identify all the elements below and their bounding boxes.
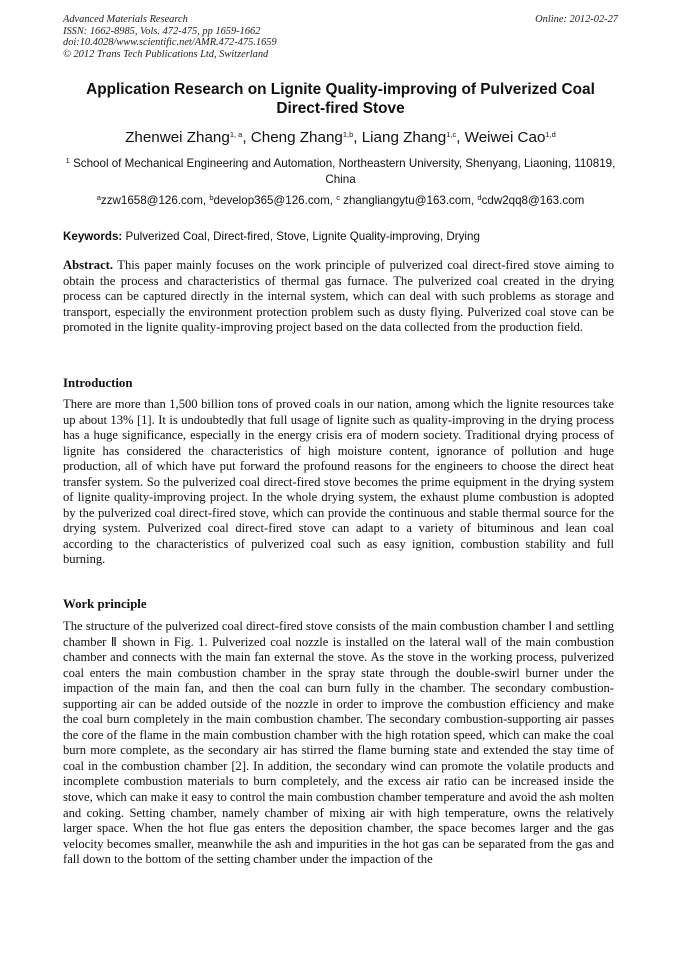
introduction-paragraph: There are more than 1,500 billion tons of proved coals in our nation, among which the lignite resources take up about 13% [1]. It is undoubtedly that full usage of lignite such as quality-improving in the drying process has a huge significance, especially in the energy crisis era of modern society. Traditional drying process of lignite has considered the characteristics of high moisture content, ignorance of pollution and huge production, all of which have put forward the profound reasons for the engineers to choose the direct heat transfer system. So the pulverized coal direct-fired stove becomes the prime equipment in the drying system of lignite quality-improving project. In the whole drying system, the exhaust plume combustion is adopted by the pulverized coal direct-fired stove, which can provide the continuous and stable thermal source for the drying system. Pulverized coal direct-fired stove can adapt to a variety of bituminous and lean coal according to the characteristics of pulverized coal such as easy ignition, combustion stability and full burning. bbox=[63, 397, 614, 567]
section-heading-introduction: Introduction bbox=[63, 376, 133, 390]
email-address: zhangliangytu@163.com bbox=[339, 194, 471, 207]
paper-title: Application Research on Lignite Quality-improving of Pulverized Coal Direct-fired Stove bbox=[86, 81, 595, 117]
email-address: zzw1658@126.com bbox=[100, 194, 203, 207]
affiliation-sup: 1 bbox=[65, 156, 70, 165]
email-entry bbox=[209, 194, 336, 207]
author bbox=[125, 129, 251, 146]
author-name: Zhenwei Zhang bbox=[125, 129, 230, 146]
author-separator: , bbox=[242, 129, 251, 146]
keywords bbox=[63, 229, 618, 244]
author-sup: 1,d bbox=[545, 130, 556, 139]
author-name: Cheng Zhang bbox=[250, 129, 343, 146]
email-entry bbox=[336, 194, 477, 207]
journal-name: Advanced Materials Research bbox=[63, 14, 188, 25]
author-list bbox=[63, 128, 618, 148]
email-separator: , bbox=[470, 194, 478, 207]
copyright-line: © 2012 Trans Tech Publications Ltd, Switzerland bbox=[63, 48, 269, 60]
author bbox=[465, 129, 556, 146]
affiliation bbox=[63, 156, 618, 187]
author-sup: 1, a bbox=[229, 130, 243, 139]
issn-line: ISSN: 1662-8985, Vols. 472-475, pp 1659-1662 bbox=[63, 25, 261, 37]
affiliation-text: School of Mechanical Engineering and Automation, Northeastern University, Shenyang, Liaoning, 110819, China bbox=[69, 157, 616, 186]
email-separator: , bbox=[202, 194, 210, 207]
abstract bbox=[63, 258, 614, 336]
section-heading-work-principle: Work principle bbox=[63, 597, 147, 611]
email-address: cdw2qq8@163.com bbox=[481, 194, 585, 207]
email-entry bbox=[97, 194, 210, 207]
email-sup: d bbox=[477, 193, 482, 202]
author-name: Liang Zhang bbox=[361, 129, 447, 146]
work-principle-paragraph: The structure of the pulverized coal direct-fired stove consists of the main combustion chamber Ⅰ and settling chamber Ⅱ shown in Fig. 1. Pulverized coal nozzle is installed on the lateral wall of the main combustion chamber and connects with the main fan external the stove. As the stove in the working process, pulverized coal enters the main combustion chamber in the spray state through the double-swirl burner under the impaction of the main fan, and then the coal can burn fully in the chamber. The secondary combustion-supporting air can be added outside of the nozzle in order to improve the combustion efficiency and make the coal burn completely in the main combustion chamber. The secondary combustion-supporting air passes the core of the flame in the main combustion chamber with the high rotation speed, which can make the coal burn more complete, as the secondary air has stirred the flame burning state and extended the stay time of coal in the combustion chamber [2]. In addition, the secondary wind can promote the volatile products and incomplete combustion materials to burn completely, and the excess air ratio can be increased inside the stove, which can make it easy to control the main combustion chamber temperature and avoid the ash molten and coking. Setting chamber, namely chamber of mixing air with high temperature, owns the relatively larger space. When the hot flue gas enters the deposition chamber, the space becomes larger and the gas velocity becomes smaller, meanwhile the ash and impurities in the hot gas can be separated from the gas and fall down to the bottom of the setting chamber under the impaction of the bbox=[63, 619, 614, 867]
abstract-label: Abstract. bbox=[63, 258, 114, 272]
keywords-label: Keywords: bbox=[63, 230, 123, 243]
abstract-text: This paper mainly focuses on the work principle of pulverized coal direct-fired stove aiming to obtain the process and characteristics of thermal gas furnace. The pulverized coal created in the drying process can be captured directly in the internal system, which can deal with such problems as storage and transport, especially the environment protection problem such as dusty flying. Pulverized coal stove can be promoted in the lignite quality-improving project based on the data collected from the production field. bbox=[63, 258, 614, 335]
author-name: Weiwei Cao bbox=[464, 129, 546, 146]
author bbox=[251, 129, 362, 146]
email-entry bbox=[477, 194, 584, 207]
doi-line: doi:10.4028/www.scientific.net/AMR.472-475.1659 bbox=[63, 37, 277, 49]
email-separator: , bbox=[329, 194, 337, 207]
author-sup: 1,c bbox=[446, 130, 457, 139]
keywords-text: Pulverized Coal, Direct-fired, Stove, Lignite Quality-improving, Drying bbox=[122, 230, 480, 243]
email-sup: a bbox=[96, 193, 101, 202]
journal-header bbox=[63, 14, 618, 60]
email-list bbox=[63, 193, 618, 208]
author-separator: , bbox=[353, 129, 362, 146]
email-sup: c bbox=[336, 193, 340, 202]
author bbox=[362, 129, 465, 146]
author-sup: 1,b bbox=[342, 130, 354, 139]
email-address: develop365@126.com bbox=[213, 194, 330, 207]
online-date: Online: 2012-02-27 bbox=[535, 14, 618, 25]
author-separator: , bbox=[456, 129, 465, 146]
email-sup: b bbox=[209, 193, 214, 202]
